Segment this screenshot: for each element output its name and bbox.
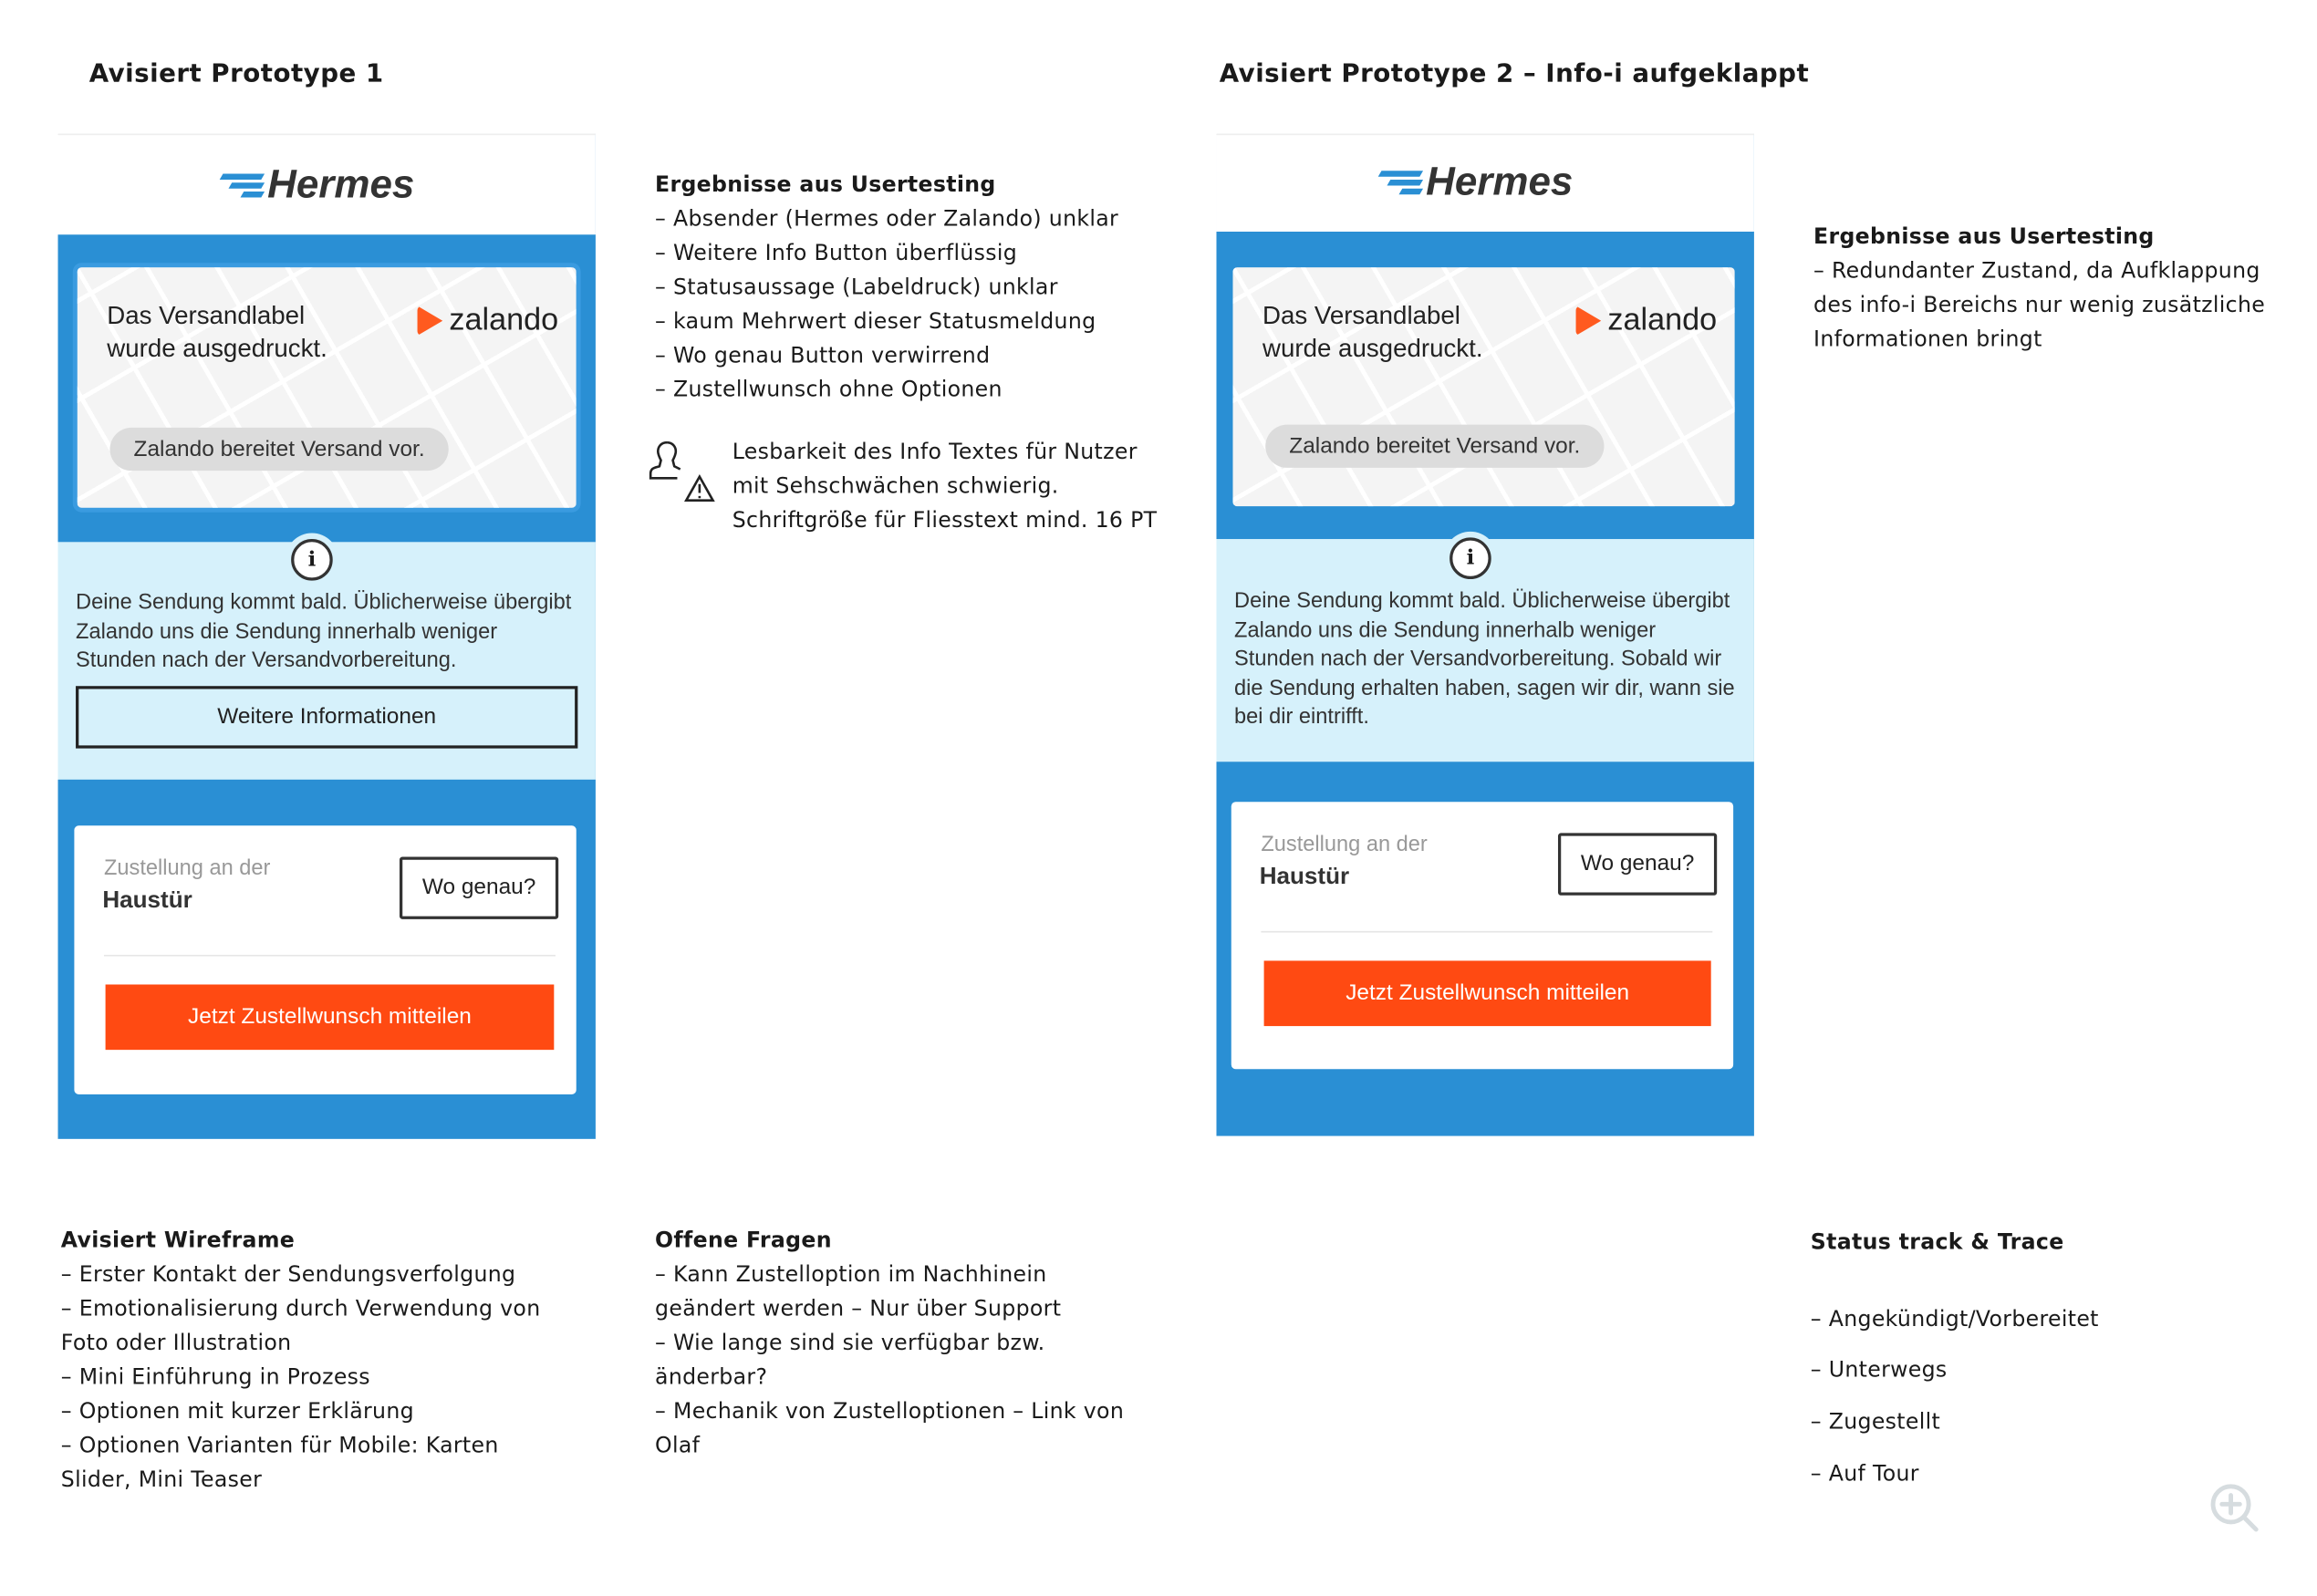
status-pill: Zalando bereitet Versand vor.: [1265, 425, 1604, 468]
note-item: – Statusaussage (Labeldruck) unklar: [655, 275, 1058, 300]
wireframe-notes: Avisiert Wireframe – Erster Kontakt der Sendungsverfolgung – Emotionalisierung durch Verwendung von Foto oder Illustration – Mini Einführung in Prozess – Optionen mit kurzer Erklärung – Optionen Varianten für Mobile: Karten Slider, Mini Teaser: [60, 1229, 541, 1493]
note-item: – Weitere Info Button überflüssig: [655, 242, 1018, 266]
where-button[interactable]: Wo genau?: [400, 856, 558, 918]
divider: [104, 955, 556, 957]
notes-heading: Ergebnisse aus Usertesting: [655, 173, 996, 198]
zalando-play-icon: [1576, 306, 1602, 336]
more-info-button[interactable]: Weitere Informationen: [76, 686, 577, 748]
prototype1-phone: [57, 134, 595, 1139]
status-card: [1232, 267, 1734, 506]
delivery-label: Zustellung an der: [1261, 833, 1428, 857]
info-area-expanded: [1216, 539, 1753, 762]
info-icon[interactable]: i: [1449, 537, 1491, 579]
hermes-logo: Hermes: [222, 161, 415, 207]
status-notes: Status track & Trace – Angekündigt/Vorbereitet – Unterwegs – Zugestellt – Auf Tour: [1810, 1230, 2099, 1487]
hermes-logo: Hermes: [1380, 159, 1574, 204]
delivery-value: Haustür: [1259, 864, 1350, 890]
note-item: – Zustellwunsch ohne Optionen: [655, 378, 1003, 403]
zalando-play-icon: [418, 306, 443, 336]
open-questions: Offene Fragen – Kann Zustelloption im Nachhinein geändert werden – Nur über Support – Wie lange sind sie verfügbar bzw. änderbar? – Mechanik von Zustelloptionen – Link von Olaf: [655, 1229, 1125, 1458]
hermes-speed-icon: [1380, 167, 1422, 197]
delivery-card: [74, 825, 576, 1094]
accessibility-note: Lesbarkeit des Info Textes für Nutzer mit Sehschwächen schwierig. Schriftgröße für Fliesstext mind. 16 PT: [732, 440, 1158, 534]
info-text: Deine Sendung kommt bald. Üblicherweise übergibt Zalando uns die Sendung innerhalb weniger Stunden nach der Versandvorbereitung.: [76, 591, 572, 673]
note-item: – Wo genau Button verwirrend: [655, 344, 991, 368]
zoom-in-icon[interactable]: [2208, 1480, 2264, 1537]
zalando-logo: zalando: [1576, 303, 1717, 338]
header: [57, 134, 595, 235]
header: [1216, 134, 1753, 232]
delivery-value: Haustür: [102, 887, 192, 914]
prototype1-title: Avisiert Prototype 1: [88, 59, 384, 89]
delivery-card: [1231, 802, 1733, 1069]
testing1-notes: [655, 170, 1118, 409]
divider: [1261, 931, 1712, 933]
testing2-notes: Ergebnisse aus Usertesting – Redundanter Zustand, da Aufklappung des info-i Bereichs nur wenig zusätzliche Informationen bringt: [1813, 222, 2265, 358]
prototype2-title: Avisiert Prototype 2 – Info-i aufgeklappt: [1219, 59, 1810, 89]
info-text: Deine Sendung kommt bald. Üblicherweise übergibt Zalando uns die Sendung innerhalb weniger Stunden nach der Versandvorbereitung. Sobald wir die Sendung erhalten haben, sagen wir dir, wann sie bei dir eintrifft.: [1234, 589, 1735, 730]
info-area: [57, 542, 595, 780]
status-pill: Zalando bereitet Versand vor.: [109, 428, 448, 471]
status-message: Das Versandlabel wurde ausgedruckt.: [107, 301, 327, 363]
note-item: – Absender (Hermes oder Zalando) unklar: [655, 207, 1119, 232]
note-item: – kaum Mehrwert dieser Statusmeldung: [655, 310, 1096, 335]
delivery-wish-button[interactable]: Jetzt Zustellwunsch mitteilen: [106, 984, 555, 1050]
delivery-wish-button[interactable]: Jetzt Zustellwunsch mitteilen: [1264, 960, 1711, 1026]
info-icon[interactable]: i: [291, 539, 333, 581]
hermes-speed-icon: [222, 170, 264, 200]
zalando-logo: zalando: [418, 303, 558, 338]
status-card: [78, 267, 577, 508]
delivery-label: Zustellung an der: [103, 856, 271, 881]
status-message: Das Versandlabel wurde ausgedruckt.: [1262, 301, 1483, 363]
where-button[interactable]: Wo genau?: [1558, 833, 1717, 895]
user-warning-icon: [649, 440, 718, 505]
notes-heading: Ergebnisse aus Usertesting: [1813, 225, 2155, 250]
prototype2-phone: [1216, 134, 1753, 1136]
